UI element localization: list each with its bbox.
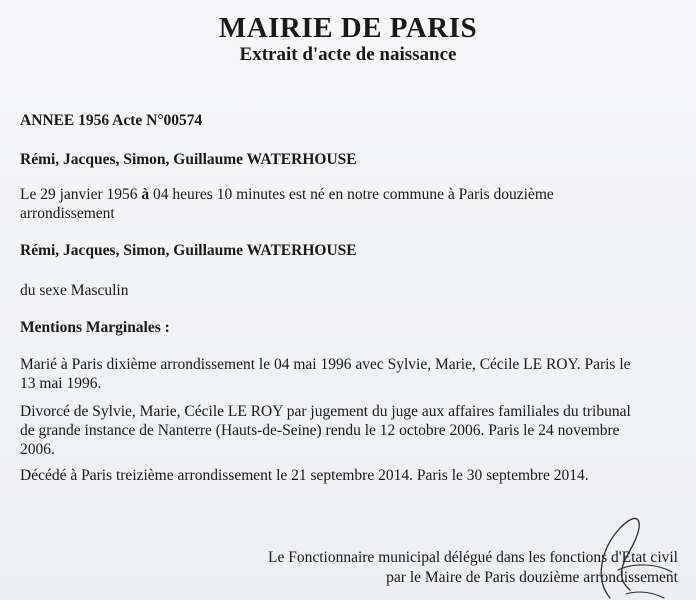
marriage-mention-line-1: Marié à Paris dixième arrondissement le 04 mai 1996 avec Sylvie, Marie, Cécile LE ROY. Paris le (20, 356, 631, 373)
marriage-mention-line-2: 13 mai 1996. (20, 375, 102, 392)
act-reference: ANNEE 1956 Acte N°00574 (20, 112, 203, 129)
document-subtitle: Extrait d'acte de naissance (239, 44, 457, 65)
divorce-mention-line-2: de grande instance de Nanterre (Hauts-de-Seine) rendu le 12 octobre 2006. Paris le 24 novembre (20, 422, 620, 439)
name-repeat: Rémi, Jacques, Simon, Guillaume WATERHOUSE (20, 242, 357, 259)
document-title: MAIRIE DE PARIS (218, 12, 478, 44)
mentions-heading: Mentions Marginales : (20, 319, 170, 336)
death-mention: Décédé à Paris treizième arrondissement le 21 septembre 2014. Paris le 30 septembre 2014. (20, 467, 589, 484)
birth-text-part-2: 04 heures 10 minutes est né en notre commune à Paris douzième (149, 186, 554, 203)
birth-statement-line-2: arrondissement (20, 205, 115, 222)
birth-text-part-1: Le 29 janvier 1956 (20, 186, 142, 203)
divorce-mention-line-1: Divorcé de Sylvie, Marie, Cécile LE ROY par jugement du juge aux affaires familiales du tribunal (20, 403, 631, 420)
divorce-mention-line-3: 2006. (20, 441, 55, 458)
sex-statement: du sexe Masculin (20, 282, 129, 299)
name-heading: Rémi, Jacques, Simon, Guillaume WATERHOUSE (20, 151, 357, 168)
birth-statement-line-1 (20, 185, 680, 204)
birth-text-a: à (141, 186, 150, 203)
officer-line-1: Le Fonctionnaire municipal délégué dans les fonctions d'Etat civil (268, 549, 678, 566)
officer-line-2: par le Maire de Paris douzième arrondissement (386, 569, 678, 586)
